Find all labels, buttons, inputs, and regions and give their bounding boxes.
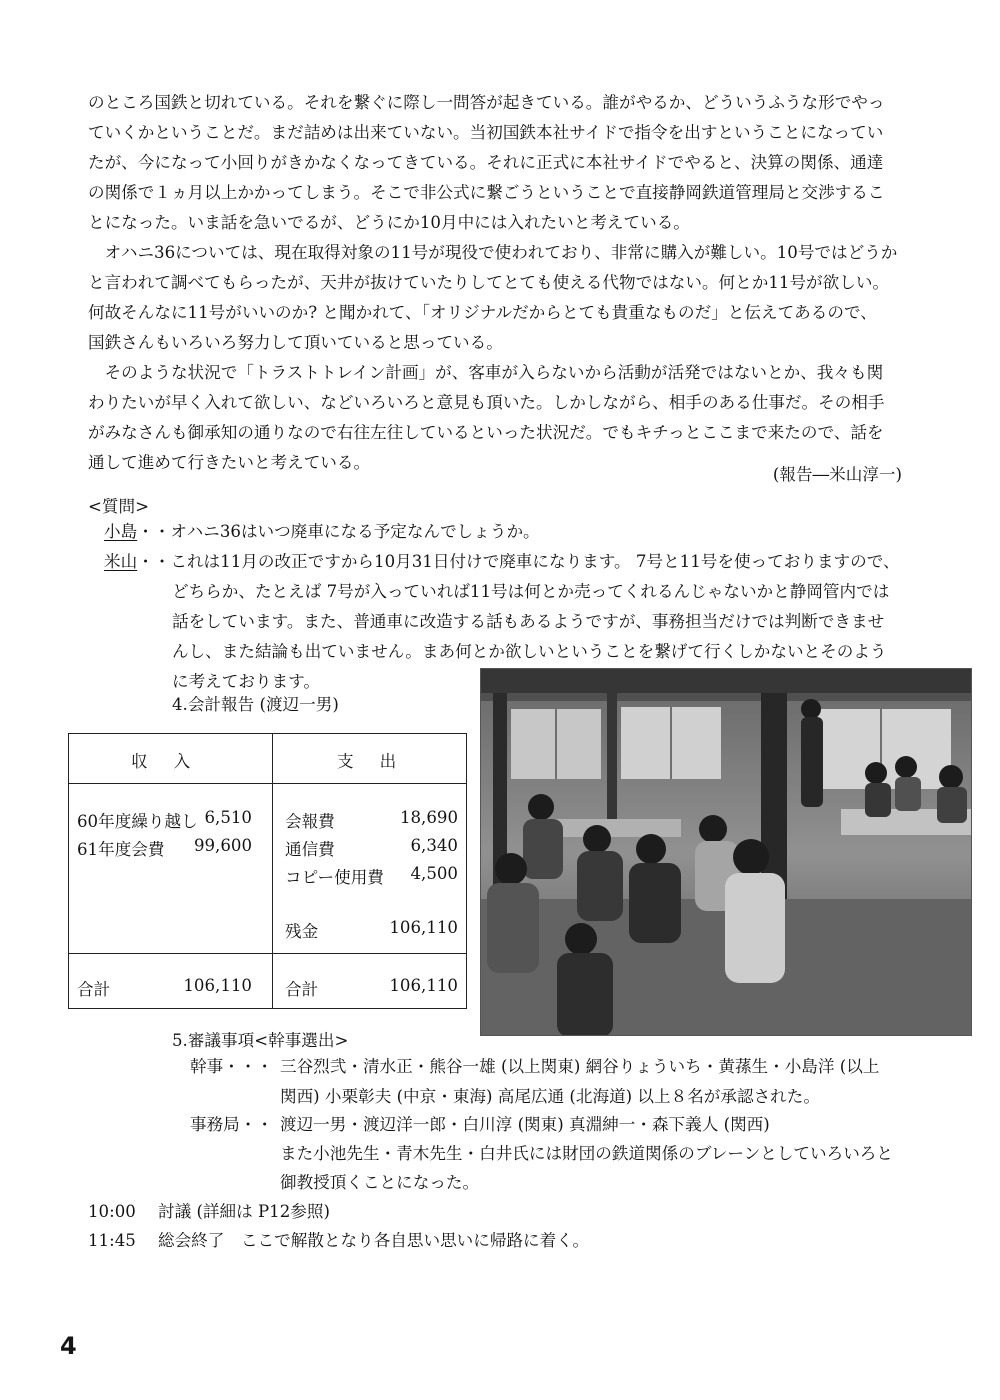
text-line: 何故そんなに11号がいいのか? と聞かれて、「オリジナルだからとても貴重なものだ」と伝えてあるので、 — [88, 303, 877, 322]
text-line: ていくかということだ。まだ詰めは出来ていない。当初国鉄本社サイドで指令を出すということになってい — [88, 123, 884, 142]
speaker-separator: ・・ — [137, 552, 171, 571]
body-paragraph-1 — [88, 88, 918, 238]
meeting-photo — [480, 668, 972, 1036]
text-line: 国鉄さんもいろいろ努力して頂いていると思っている。 — [88, 333, 503, 352]
text-line: のところ国鉄と切れている。それを繋ぐに際し一問答が起きている。誰がやるか、どういうふうな形でやっ — [88, 93, 885, 112]
expense-value: 18,690 — [399, 808, 458, 827]
reporter-credit: (報告―米山淳一) — [772, 465, 902, 484]
table-divider — [69, 953, 466, 954]
questions-heading: <質問> — [88, 497, 149, 516]
text-line: 通して進めて行きたいと考えている。 — [88, 453, 371, 472]
accounting-table — [68, 733, 467, 1009]
officers-label: 幹事・・・ — [190, 1057, 273, 1076]
text-line: どちらか、たとえば 7号が入っていれば11号は何とか売ってくれるんじゃないかと静岡管内では — [172, 582, 890, 601]
schedule-time: 10:00 — [88, 1202, 136, 1221]
expense-value: 4,500 — [410, 864, 458, 883]
text-line: 話をしています。また、普通車に改造する話もあるようですが、事務担当だけでは判断できませ — [172, 612, 885, 631]
income-value: 99,600 — [193, 836, 252, 855]
text-line: んし、また結論も出ていません。まあ何とか欲しいということを繋げて行くしかないとそのよう — [172, 642, 887, 661]
body-paragraph-2 — [88, 238, 918, 358]
question-item — [104, 517, 540, 547]
table-divider — [272, 734, 273, 1008]
expense-header: 支出 — [337, 752, 423, 771]
balance-value: 106,110 — [389, 918, 458, 937]
balance-label: 残金 — [285, 922, 319, 941]
text-line: の関係で１ヵ月以上かかってしまう。そこで非公式に繋ごうということで直接静岡鉄道管理局と交渉するこ — [88, 183, 885, 202]
officers-line: 関西) 小栗彰夫 (中京・東海) 高尾広通 (北海道) 以上８名が承認された。 — [280, 1087, 820, 1106]
secretariat-line: また小池先生・青木先生・白井氏には財団の鉄道関係のブレーンとしていろいろと — [280, 1144, 893, 1163]
text-line: オハニ36については、現在取得対象の11号が現役で使われており、非常に購入が難しい。10号ではどうか — [88, 243, 898, 262]
answer-text: これは11月の改正ですから10月31日付けで廃車になります。 7号と11号を使っておりますので、 — [170, 552, 900, 571]
secretariat-line: 御教授頂くことになった。 — [280, 1173, 480, 1192]
speaker-separator: ・・ — [137, 522, 171, 541]
text-line: がみなさんも御承知の通りなので右往左往しているといった状況だ。でもキチっとここまで来たので、話を — [88, 423, 884, 442]
schedule-text: 討議 (詳細は P12参照) — [158, 1202, 330, 1221]
secretariat-line: 渡辺一男・渡辺洋一郎・白川淳 (関東) 真淵紳一・森下義人 (関西) — [280, 1115, 770, 1134]
expense-label: コピー使用費 — [285, 868, 384, 887]
text-line: たが、今になって小回りがきかなくなってきている。それに正式に本社サイドでやると、決算の関係、通達 — [88, 153, 884, 172]
schedule-text: 総会終了 ここで解散となり各自思い思いに帰路に着く。 — [158, 1231, 590, 1250]
table-divider — [69, 783, 466, 784]
schedule-time: 11:45 — [88, 1231, 136, 1250]
income-header: 収入 — [131, 752, 217, 771]
expense-total-value: 106,110 — [389, 976, 458, 995]
page-number: 4 — [60, 1332, 77, 1360]
text-line: に考えております。 — [172, 672, 321, 691]
meeting-photo-drawing — [481, 669, 972, 1036]
income-total-value: 106,110 — [183, 976, 252, 995]
text-line: そのような状況で「トラストトレイン計画」が、客車が入らないから活動が活発ではないとか、我々も関 — [88, 363, 884, 382]
accounting-heading: 4.会計報告 (渡辺一男) — [172, 695, 339, 714]
text-line: と言われて調べてもらったが、天井が抜けていたりしてとても使える代物ではない。何とか11号が欲しい。 — [88, 273, 890, 292]
expense-total-label: 合計 — [285, 980, 319, 999]
income-label: 61年度会費 — [77, 840, 165, 859]
secretariat-label: 事務局・・ — [190, 1115, 273, 1134]
text-line: とになった。いま話を急いでるが、どうにか10月中には入れたいと考えている。 — [88, 213, 690, 232]
income-value: 6,510 — [204, 808, 252, 827]
income-total-label: 合計 — [77, 980, 111, 999]
answer-item — [104, 547, 900, 577]
speaker-name: 米山 — [104, 552, 138, 571]
expense-label: 会報費 — [285, 812, 335, 831]
income-label: 60年度繰り越し — [77, 812, 198, 831]
body-paragraph-3 — [88, 358, 918, 478]
text-line: わりたいが早く入れて欲しい、などいろいろと意見も頂いた。しかしながら、相手のある仕事だ。その相手 — [88, 393, 885, 412]
agenda-heading: 5.審議事項<幹事選出> — [172, 1031, 349, 1050]
question-text: オハニ36はいつ廃車になる予定なんでしょうか。 — [170, 522, 540, 541]
officers-line: 三谷烈弐・清水正・熊谷一雄 (以上関東) 網谷りょういち・黄蓀生・小島洋 (以上 — [280, 1057, 880, 1076]
expense-label: 通信費 — [285, 840, 335, 859]
expense-value: 6,340 — [410, 836, 458, 855]
speaker-name: 小島 — [104, 522, 138, 541]
